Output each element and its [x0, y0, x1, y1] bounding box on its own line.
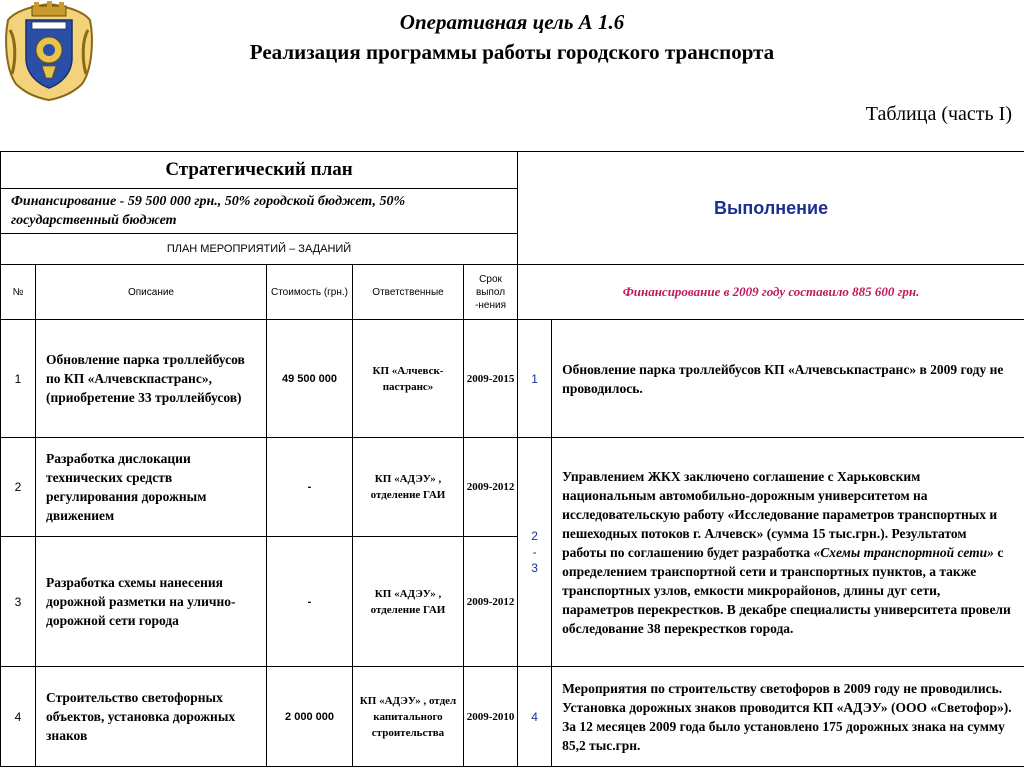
row-reference: 1 [518, 320, 552, 438]
row-responsible: КП «АДЭУ» , отделение ГАИ [353, 438, 464, 537]
result-text-part1: Управлением ЖКХ заключено соглашение с Харьковским национальным автомобильно-дорожным университетом на исследовательскую работу «Исследование параметров транспортных и пешеходных потоков г. Алчевск» (сумма 15 тыс.грн.). Результатом работы по соглашению будет разработка [562, 468, 998, 560]
row-num: 2 [1, 438, 36, 537]
table-row [1, 320, 1024, 438]
row-term: 2009-2012 [464, 537, 518, 667]
page-title-goal: Оперативная цель А 1.6 [399, 10, 625, 34]
column-header-cost: Стоимость (грн.) [267, 265, 353, 320]
row-reference-merged: 2 - 3 [518, 438, 552, 667]
row-term: 2009-2015 [464, 320, 518, 438]
row-reference: 4 [518, 667, 552, 767]
row-num: 3 [1, 537, 36, 667]
result-text-part2: с определением транспортной сети и транспортных пунктов, а также транспортных узлов, емкости микрорайонов, длины дуг сети, параметров перекрестков. В декабре специалисты университета провели обследование 38 перекрестков города. [562, 544, 1011, 636]
row-responsible: КП «АДЭУ» , отдел капитального строительства [353, 667, 464, 767]
plan-of-events-header: ПЛАН МЕРОПРИЯТИЙ – ЗАДАНИЙ [1, 234, 518, 265]
result-text-italic: «Схемы транспортной сети» [813, 544, 994, 560]
financing-info: Финансирование - 59 500 000 грн., 50% городской бюджет, 50% государственный бюджет [1, 189, 518, 234]
row-responsible: КП «АДЭУ» , отделение ГАИ [353, 537, 464, 667]
row-description: Разработка схемы нанесения дорожной разметки на улично-дорожной сети города [36, 537, 267, 667]
row-cost: 49 500 000 [267, 320, 353, 438]
row-cost: 2 000 000 [267, 667, 353, 767]
column-header-description: Описание [36, 265, 267, 320]
row-description: Разработка дислокации технических средств регулирования дорожным движением [36, 438, 267, 537]
table-row [1, 438, 1024, 537]
row-result: Обновление парка троллейбусов КП «Алчевськпастранс» в 2009 году не проводилось. [552, 320, 1024, 438]
table-part-label: Таблица (часть I) [865, 103, 1012, 125]
row-responsible: КП «Алчевск-пастранс» [353, 320, 464, 438]
row-term: 2009-2012 [464, 438, 518, 537]
row-cost: - [267, 537, 353, 667]
row-result-merged [552, 438, 1024, 667]
execution-header: Выполнение [518, 152, 1024, 265]
column-header-term: Срок выпол -нения [464, 265, 518, 320]
row-term: 2009-2010 [464, 667, 518, 767]
financing-2009-note: Финансирование в 2009 году составило 885 600 грн. [518, 265, 1024, 320]
row-cost: - [267, 438, 353, 537]
table-row [1, 667, 1024, 767]
plan-execution-table [0, 151, 1024, 767]
row-description: Обновление парка троллейбусов по КП «Алчевскпастранс», (приобретение 33 троллейбусов) [36, 320, 267, 438]
column-header-responsible: Ответственные [353, 265, 464, 320]
row-result: Мероприятия по строительству светофоров в 2009 году не проводились. Установка дорожных знаков проводится КП «АДЭУ» (ООО «Светофор»). За 12 месяцев 2009 года было установлено 175 дорожных знака на сумму 85,2 тыс.грн. [552, 667, 1024, 767]
row-description: Строительство светофорных объектов, установка дорожных знаков [36, 667, 267, 767]
row-num: 4 [1, 667, 36, 767]
column-header-num: № [1, 265, 36, 320]
strategic-plan-header: Стратегический план [1, 152, 518, 189]
row-num: 1 [1, 320, 36, 438]
page-title-program: Реализация программы работы городского транспорта [249, 40, 775, 64]
